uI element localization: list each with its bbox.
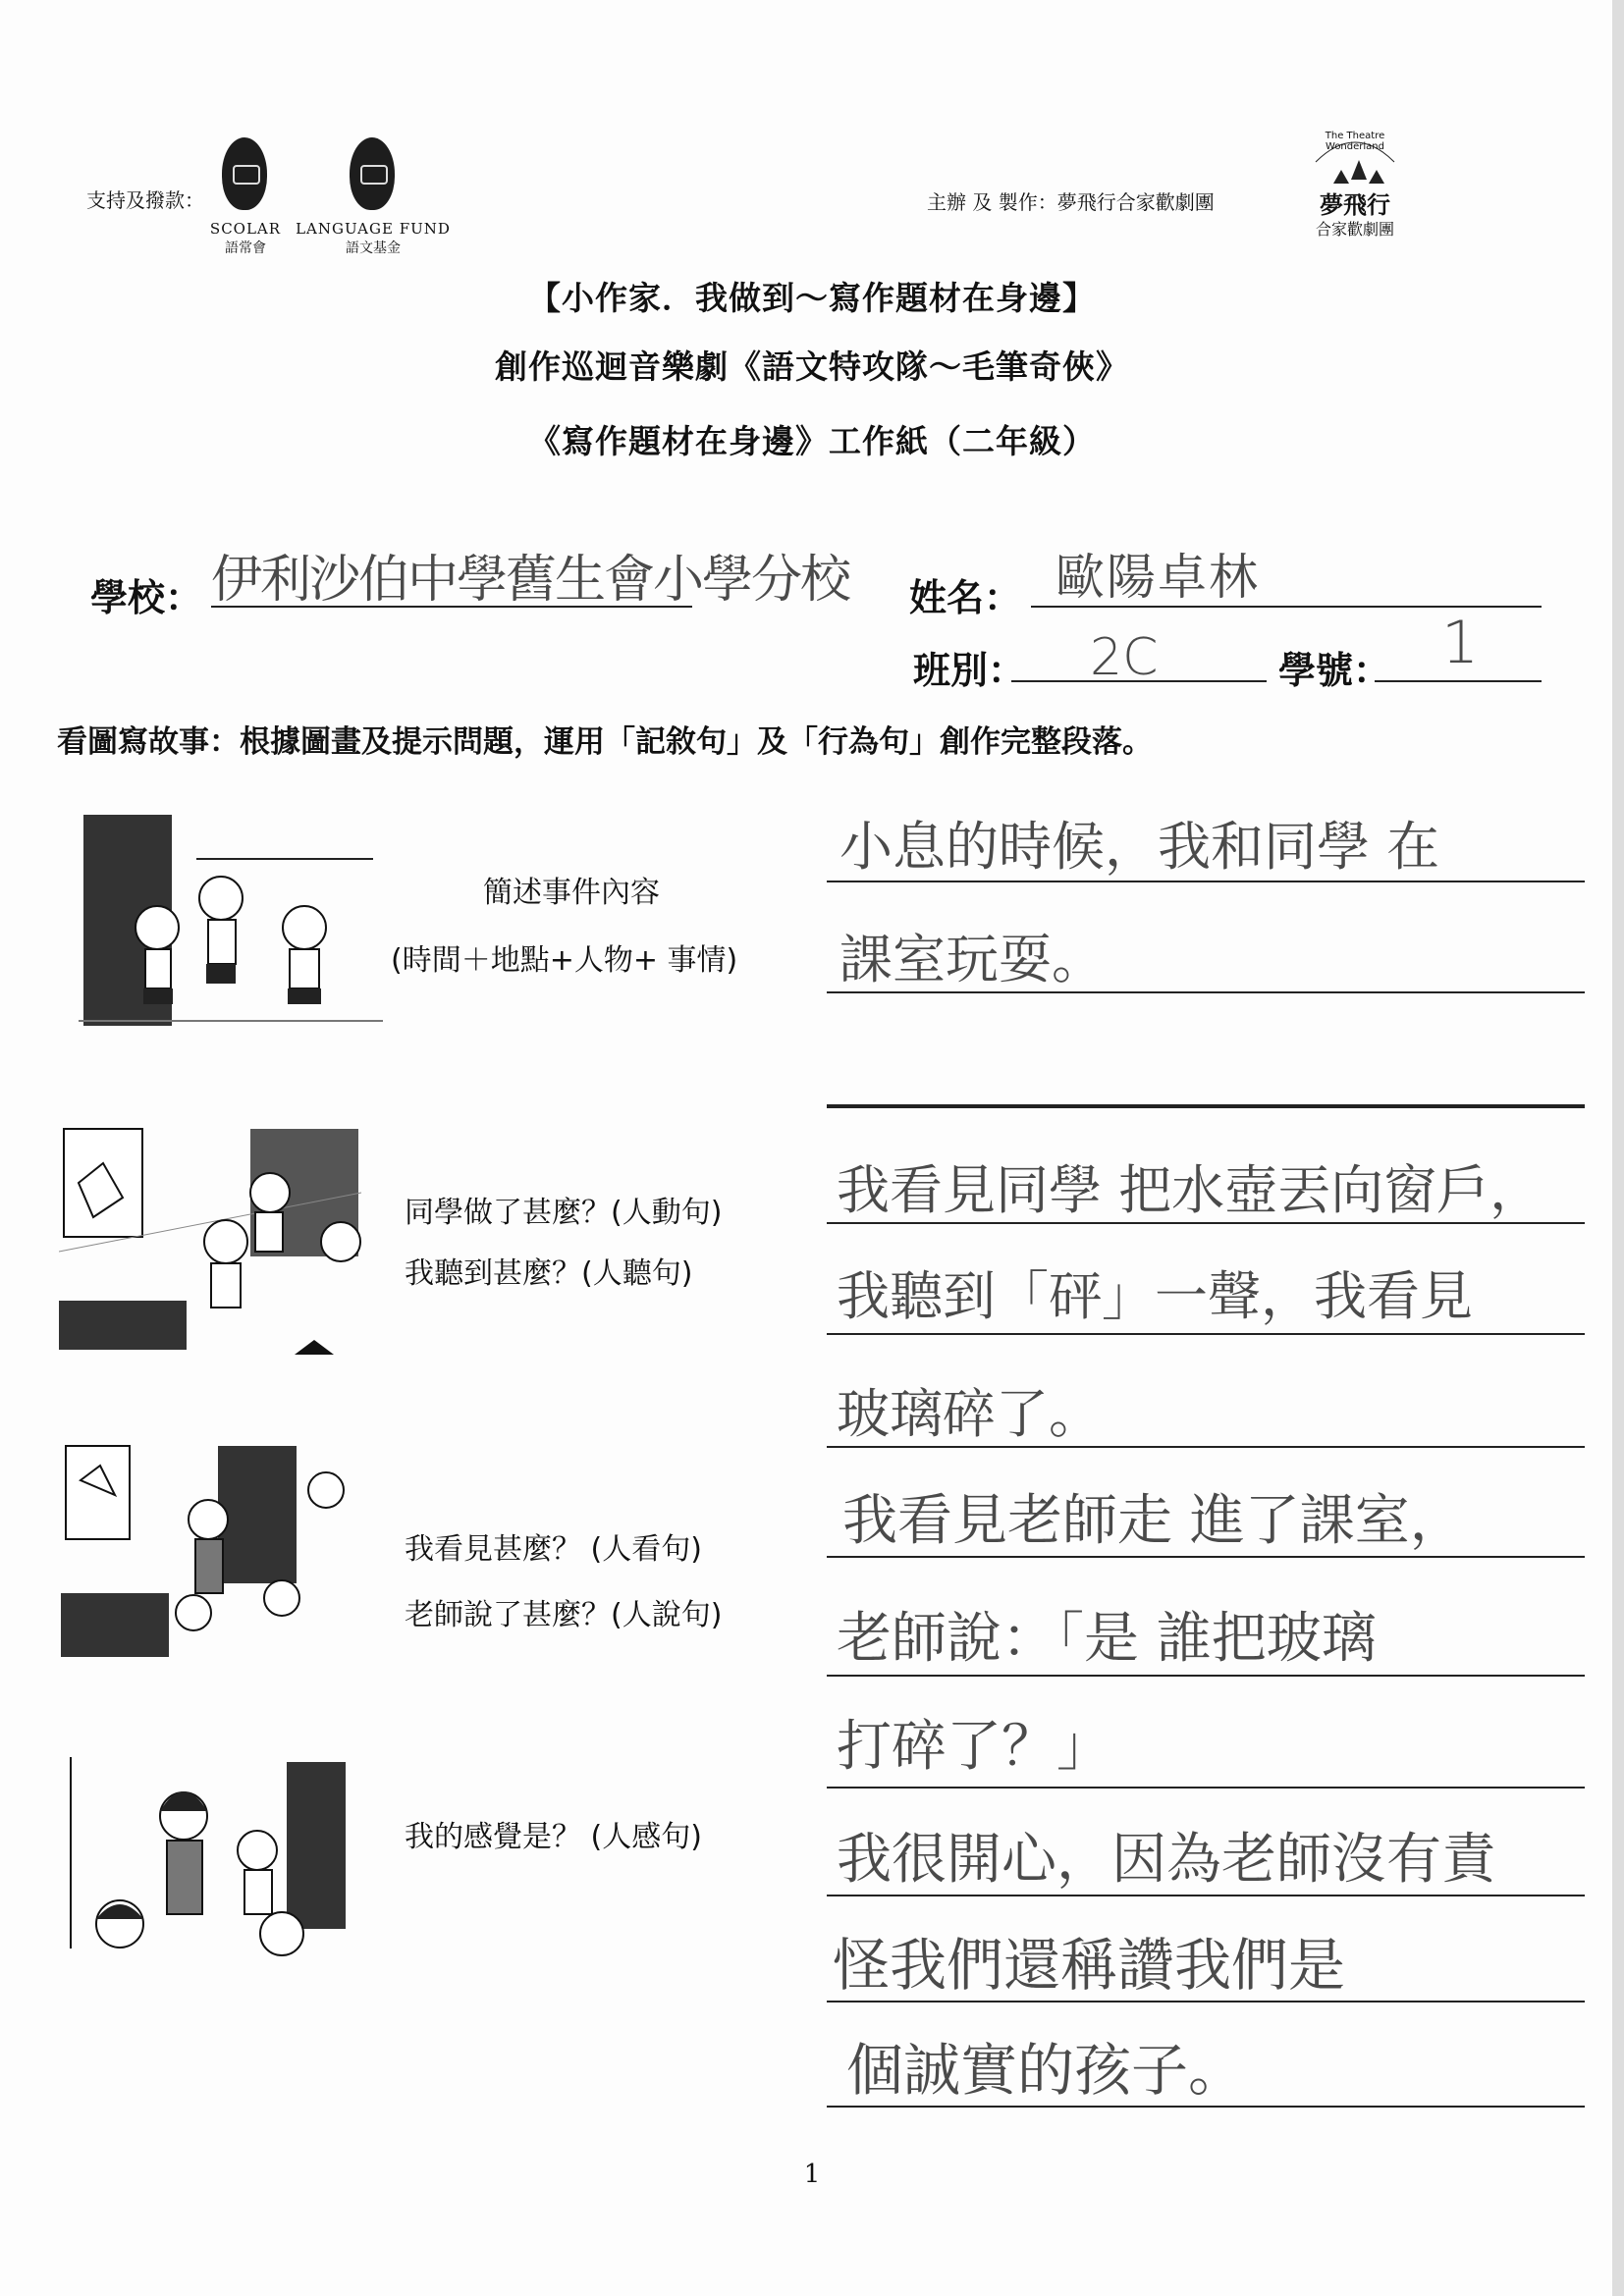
illustration-broken-window <box>59 1124 361 1355</box>
name-value: 歐陽卓林 <box>1056 549 1260 606</box>
section-2-line-1 <box>827 1222 1585 1224</box>
section-3-answer-3: 打碎了？」 <box>837 1715 1111 1779</box>
title-line-1: 【小作家．我做到～寫作題材在身邊】 <box>528 279 1096 317</box>
support-label: 支持及撥款： <box>86 188 204 212</box>
section-3-line-2 <box>827 1675 1585 1677</box>
class-value: 2C <box>1090 628 1159 687</box>
scolar-zh: 語常會 <box>225 240 266 256</box>
school-value: 伊利沙伯中學舊生會小學分校 <box>211 551 850 610</box>
name-label: 姓名： <box>909 576 1022 619</box>
title-line-3: 《寫作題材在身邊》工作紙（二年級） <box>528 422 1096 460</box>
section-1-line-2 <box>827 991 1585 993</box>
school-label: 學校： <box>90 576 203 619</box>
section-1-answer-2: 課室玩耍。 <box>839 929 1105 990</box>
page-number: 1 <box>803 2160 821 2189</box>
section-2-line-3 <box>827 1446 1585 1448</box>
organizer-label: 主辦 及 製作：夢飛行合家歡劇團 <box>927 190 1215 214</box>
name-underline <box>1031 606 1542 608</box>
section-1-prompt-2: (時間＋地點+人物+ 事情) <box>391 943 738 978</box>
section-3-answer-1: 我看見老師走 進了課室， <box>842 1489 1465 1553</box>
section-1-prompt-1: 簡述事件內容 <box>483 876 660 910</box>
section-1-line-1 <box>827 881 1585 882</box>
illustration-teacher-praises <box>61 1752 352 1963</box>
scolar-en: SCOLAR <box>209 220 282 238</box>
section-2-prompt-2: 我聽到甚麼？(人聽句) <box>405 1256 693 1291</box>
section-3-answer-2: 老師說：「是 誰把玻璃 <box>837 1607 1377 1671</box>
section-4-answer-3: 個誠實的孩子。 <box>846 2037 1246 2104</box>
theatre-zh-sub: 合家歡劇團 <box>1315 220 1394 239</box>
scolar-emblem-icon <box>222 137 267 210</box>
illustration-students-playing <box>79 810 383 1038</box>
illustration-teacher-enters <box>61 1441 355 1662</box>
section-3-line-3 <box>827 1787 1585 1789</box>
section-4-prompt-1: 我的感覺是？ (人感句) <box>405 1820 702 1854</box>
section-1-answer-1: 小息的時候，我和同學 在 <box>839 816 1440 878</box>
theatre-en: The Theatre Wonderland <box>1325 131 1385 152</box>
instruction-text: 看圖寫故事：根據圖畫及提示問題，運用「記敘句」及「行為句」創作完整段落。 <box>57 724 1153 760</box>
section-4-line-1 <box>827 1895 1585 1896</box>
section-4-answer-1: 我很開心，因為老師沒有責 <box>837 1828 1496 1892</box>
section-2-answer-3: 玻璃碎了。 <box>837 1383 1102 1445</box>
fund-zh: 語文基金 <box>346 240 401 256</box>
section-2-answer-2: 我聽到「砰」一聲，我看見 <box>837 1265 1473 1327</box>
section-4-line-3 <box>827 2106 1585 2108</box>
section-2-line-2 <box>827 1333 1585 1335</box>
section-3-prompt-1: 我看見甚麼？ (人看句) <box>405 1532 702 1567</box>
fund-en: LANGUAGE FUND <box>296 220 451 238</box>
theatre-logo <box>1296 123 1414 250</box>
section-3-line-1 <box>827 1556 1585 1558</box>
scan-edge <box>1612 0 1624 2296</box>
section-2-prompt-1: 同學做了甚麼？(人動句) <box>405 1196 723 1230</box>
class-label: 班別： <box>913 649 1026 692</box>
section-4-line-2 <box>827 2001 1585 2002</box>
section-2-answer-1: 我看見同學 把水壺丟向窗戶， <box>837 1159 1543 1221</box>
section-2-line-top <box>827 1106 1585 1108</box>
number-label: 學號： <box>1278 649 1391 692</box>
number-underline <box>1375 680 1542 682</box>
number-value: 1 <box>1441 609 1480 677</box>
class-underline <box>1011 680 1267 682</box>
section-3-prompt-2: 老師說了甚麼？(人說句) <box>405 1598 723 1632</box>
section-4-answer-2: 怪我們還稱讚我們是 <box>833 1932 1346 1999</box>
fund-emblem-icon <box>350 137 395 210</box>
school-underline <box>211 606 692 608</box>
theatre-zh-name: 夢飛行 <box>1320 191 1390 219</box>
title-line-2: 創作巡迴音樂劇《語文特攻隊～毛筆奇俠》 <box>495 347 1129 386</box>
